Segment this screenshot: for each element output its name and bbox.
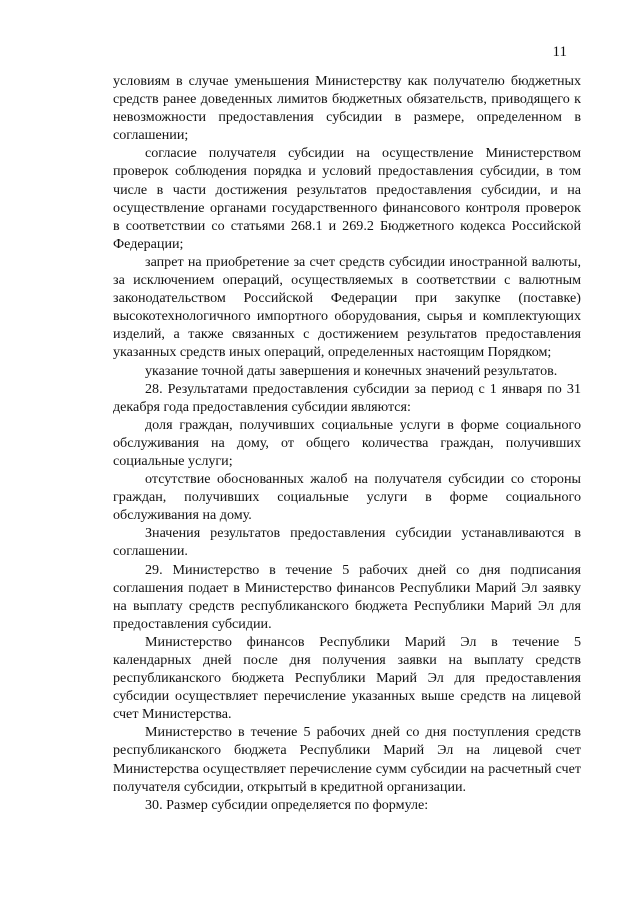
paragraph: согласие получателя субсидии на осуществление Министерством проверок соблюдения порядка и условий предоставления субсидии, в том числе в части достижения результатов предоставления субсидии, и на осуществление органами государственного финансового контроля проверок в соответствии со статьями 268.1 и 269.2 Бюджетного кодекса Российской Федерации; <box>113 145 581 252</box>
paragraph: Министерство финансов Республики Марий Эл в течение 5 календарных дней после дня получения заявки на выплату средств республиканского бюджета Республики Марий Эл для предоставления субсидии осуществляет перечисление указанных выше средств на лицевой счет Министерства. <box>113 633 581 723</box>
document-body <box>113 72 581 814</box>
paragraph: условиям в случае уменьшения Министерству как получателю бюджетных средств ранее доведенных лимитов бюджетных обязательств, приводящего к невозможности предоставления субсидии в размере, определенном в соглашении; <box>113 73 581 144</box>
paragraph: доля граждан, получивших социальные услуги в форме социального обслуживания на дому, от общего количества граждан, получивших социальные услуги; <box>113 416 581 469</box>
paragraph: запрет на приобретение за счет средств субсидии иностранной валюты, за исключением операций, осуществляемых в соответствии с валютным законодательством Российской Федерации при закупке (поставке) высокотехнологичного импортного оборудования, сырья и комплектующих изделий, а также связанных с достижением результатов предоставления указанных средств иных операций, определенных настоящим Порядком; <box>113 253 581 361</box>
paragraph: 28. Результатами предоставления субсидии за период с 1 января по 31 декабря года предоставления субсидии являются: <box>113 380 581 415</box>
paragraph: указание точной даты завершения и конечных значений результатов. <box>145 362 558 379</box>
paragraph: 30. Размер субсидии определяется по формуле: <box>145 796 429 813</box>
page-number: 11 <box>552 44 567 60</box>
paragraph: 29. Министерство в течение 5 рабочих дней со дня подписания соглашения подает в Министерство финансов Республики Марий Эл заявку на выплату средств республиканского бюджета Республики Марий Эл для предоставления субсидии. <box>113 561 581 632</box>
paragraph: Министерство в течение 5 рабочих дней со дня поступления средств республиканского бюджета Республики Марий Эл на лицевой счет Министерства осуществляет перечисление сумм субсидии на расчетный счет получателя субсидии, открытый в кредитной организации. <box>113 724 581 795</box>
paragraph: отсутствие обоснованных жалоб на получателя субсидии со стороны граждан, получивших социальные услуги в форме социального обслуживания на дому. <box>113 471 581 524</box>
paragraph: Значения результатов предоставления субсидии устанавливаются в соглашении. <box>113 525 581 560</box>
